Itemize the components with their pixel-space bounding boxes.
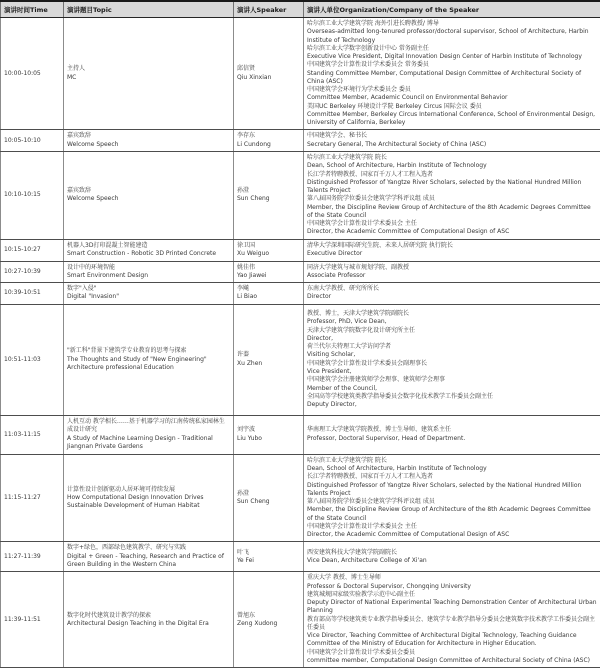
topic-cell	[64, 18, 234, 130]
speaker-cell	[234, 304, 304, 415]
org-line: Director,	[307, 335, 597, 343]
col-header-time: 演讲时间Time	[1, 1, 64, 18]
topic-en: Welcome Speech	[67, 195, 230, 203]
speaker-cell	[234, 572, 304, 668]
topic-cell	[64, 130, 234, 152]
time-cell: 10:05-10:10	[1, 130, 64, 152]
speaker-name-en: Xu Weiguo	[237, 250, 300, 258]
table-row	[1, 415, 600, 454]
speaker-name-zh: 姚佳伟	[237, 264, 300, 272]
col-header-topic: 演讲题目Topic	[64, 1, 234, 18]
org-line: committee member, Computational Design Committee of Architectural Society of China (ASC)	[307, 657, 597, 665]
org-line: 西安建筑科技大学建筑学院副院长	[307, 549, 597, 557]
org-line: 第八届国务院学位委员会建筑学学科评议组 成员	[307, 195, 597, 203]
org-line: Distinguished Professor of Yangtze River Scholars, selected by the National Hundred Million Talents Project	[307, 179, 597, 196]
table-row	[1, 454, 600, 542]
topic-zh: 嘉宾致辞	[67, 132, 230, 140]
org-line: Committee Member, Academic Council on Environmental Behavior	[307, 94, 597, 102]
topic-zh: 人机互动 教学相长……基于机器学习的江南传统私家园林生成设计研究	[67, 418, 230, 435]
org-line: 中国建筑学会环境行为学术委员会 委员	[307, 86, 597, 94]
col-header-speaker: 演讲人Speaker	[234, 1, 304, 18]
speaker-name-zh: 李飚	[237, 285, 300, 293]
table-row	[1, 130, 600, 152]
org-line: Vice Director, Teaching Committee of Architectural Digital Technology, Teaching Guidance Committee of the Ministry of Education for Architecture in Higher Education.	[307, 632, 597, 649]
speaker-name-en: Yao Jiawei	[237, 272, 300, 280]
org-line: Dean, School of Architecture, Harbin Institute of Technology	[307, 162, 597, 170]
speaker-name-zh: 邱信贤	[237, 65, 300, 73]
org-line: Director	[307, 293, 597, 301]
org-line: 全国高等学校建筑类教学指导委员会数字化技术教学工作委员会副主任	[307, 393, 597, 401]
org-line: Associate Professor	[307, 272, 597, 280]
topic-cell	[64, 304, 234, 415]
time-cell: 11:03-11:15	[1, 415, 64, 454]
schedule-body	[1, 18, 600, 668]
topic-en: A Study of Machine Learning Design - Traditional Jiangnan Private Gardens	[67, 435, 230, 452]
org-line: Vice Dean, Architecture College of Xi'an	[307, 557, 597, 565]
org-line: 中国建筑学会、秘书长	[307, 132, 597, 140]
time-cell: 11:39-11:51	[1, 572, 64, 668]
org-cell	[304, 261, 600, 283]
org-line: 教育部高等学校建筑类专业教学指导委员会、建筑学专业教学指导分委员会建筑数字技术教学工作委员会副主任委员	[307, 616, 597, 633]
org-line: 荷兰代尔夫特理工大学访问学者	[307, 343, 597, 351]
org-line: 中国建筑学会计算性设计学术委员会 主任	[307, 220, 597, 228]
topic-zh: "新工科"背景下建筑学专业教育的思考与探索	[67, 347, 230, 355]
org-line: 东南大学教授、研究所所长	[307, 285, 597, 293]
topic-zh: 数字"入侵"	[67, 285, 230, 293]
speaker-name-zh: 叶飞	[237, 549, 300, 557]
org-cell	[304, 130, 600, 152]
table-header-row	[1, 1, 600, 18]
topic-cell	[64, 542, 234, 572]
org-line: 同济大学建筑与城市规划学院、副教授	[307, 264, 597, 272]
org-line: Member, the Discipline Review Group of Architecture of the 8th Academic Degrees Committee of the State Council	[307, 204, 597, 221]
speaker-name-zh: 徐卫国	[237, 242, 300, 250]
time-cell: 11:15-11:27	[1, 454, 64, 542]
time-cell: 10:00-10:05	[1, 18, 64, 130]
org-line: 中国建筑学会计算性设计学术委员会 主任	[307, 523, 597, 531]
org-cell	[304, 542, 600, 572]
org-line: 哈尔滨工业大学建筑学院 海外引进长聘教授/ 博导	[307, 20, 597, 28]
org-line: Visiting Scholar,	[307, 351, 597, 359]
speaker-name-en: Sun Cheng	[237, 498, 300, 506]
speaker-name-en: Li Biao	[237, 293, 300, 301]
time-cell: 11:27-11:39	[1, 542, 64, 572]
table-row	[1, 572, 600, 668]
org-line: 第八届国务院学位委员会建筑学学科评议组 成员	[307, 498, 597, 506]
speaker-name-zh: 许蓁	[237, 351, 300, 359]
org-cell	[304, 572, 600, 668]
org-line: 长江学者特聘教授、国家百千万人才工程入选者	[307, 473, 597, 481]
speaker-cell	[234, 130, 304, 152]
table-row	[1, 283, 600, 305]
topic-cell	[64, 239, 234, 261]
org-cell	[304, 454, 600, 542]
org-line: Executive Vice President, Digital Innovation Design Center of Harbin Institute of Technology	[307, 53, 597, 61]
speaker-name-en: Li Cundong	[237, 141, 300, 149]
time-cell: 10:39-10:51	[1, 283, 64, 305]
topic-zh: 机器人3D打印混凝土智能建造	[67, 242, 230, 250]
org-line: 重庆大学 教授、博士生导师	[307, 574, 597, 582]
org-line: Deputy Director of National Experimental Teaching Demonstration Center of Architectural Urban Planning	[307, 599, 597, 616]
topic-cell	[64, 283, 234, 305]
speaker-name-zh: 李存东	[237, 132, 300, 140]
table-row	[1, 151, 600, 239]
speaker-cell	[234, 415, 304, 454]
col-header-organization: 演讲人单位Organization/Company of the Speaker	[304, 1, 600, 18]
topic-cell	[64, 151, 234, 239]
topic-zh: 数字+绿色，西部绿色建筑教学、研究与实践	[67, 544, 230, 552]
org-line: Professor, PhD, Vice Dean,	[307, 318, 597, 326]
org-line: Overseas-admitted long-tenured professor/doctoral supervisor, School of Architecture, Harbin Institute of Technology	[307, 28, 597, 45]
topic-en: Smart Construction - Robotic 3D Printed Concrete	[67, 250, 230, 258]
org-line: Dean, School of Architecture, Harbin Institute of Technology	[307, 465, 597, 473]
speaker-cell	[234, 542, 304, 572]
topic-en: How Computational Design Innovation Drives Sustainable Development of Human Habitat	[67, 494, 230, 511]
topic-zh: 数字化时代建筑设计教学的探索	[67, 612, 230, 620]
topic-en: The Thoughts and Study of "New Engineering" Architecture professional Education	[67, 356, 230, 373]
topic-zh: 主持人	[67, 65, 230, 73]
time-cell: 10:27-10:39	[1, 261, 64, 283]
speaker-name-en: Zeng Xudong	[237, 620, 300, 628]
org-line: 中国建筑学会计算性设计学术委员会 常务委员	[307, 61, 597, 69]
org-line: 哈尔滨工业大学数字创新设计中心 常务副主任	[307, 45, 597, 53]
org-cell	[304, 283, 600, 305]
speaker-name-zh: 曾旭东	[237, 612, 300, 620]
org-line: 天津大学建筑学院数字化设计研究所主任	[307, 327, 597, 335]
org-line: 长江学者特聘教授、国家百千万人才工程入选者	[307, 171, 597, 179]
time-cell: 10:10-10:15	[1, 151, 64, 239]
time-cell: 10:51-11:03	[1, 304, 64, 415]
speaker-name-zh: 孙澄	[237, 490, 300, 498]
speaker-cell	[234, 283, 304, 305]
speaker-name-en: Liu Yubo	[237, 435, 300, 443]
table-row	[1, 261, 600, 283]
topic-cell	[64, 261, 234, 283]
org-cell	[304, 304, 600, 415]
table-row	[1, 304, 600, 415]
org-line: Standing Committee Member, Computational Design Committee of Architectural Society of China (ASC)	[307, 70, 597, 87]
org-line: 建筑城规国家级实验教学示范中心副主任	[307, 591, 597, 599]
speaker-cell	[234, 151, 304, 239]
org-line: Vice President,	[307, 368, 597, 376]
speaker-name-en: Qiu Xinxian	[237, 74, 300, 82]
speaker-cell	[234, 454, 304, 542]
speaker-cell	[234, 18, 304, 130]
topic-en: Architectural Design Teaching in the Digital Era	[67, 620, 230, 628]
topic-en: Digital "Invasion"	[67, 293, 230, 301]
org-line: 哈尔滨工业大学建筑学院 院长	[307, 154, 597, 162]
org-line: 华南理工大学建筑学院教授、博士生导师、建筑系主任	[307, 426, 597, 434]
org-line: Committee Member, Berkeley Circus International Conference, School of Environmental Design, University of California, Berkeley	[307, 111, 597, 128]
speaker-cell	[234, 239, 304, 261]
org-line: Professor, Doctoral Supervisor, Head of Department.	[307, 435, 597, 443]
org-line: Distinguished Professor of Yangtze River Scholars, selected by the National Hundred Million Talents Project	[307, 482, 597, 499]
speaker-name-en: Sun Cheng	[237, 195, 300, 203]
org-cell	[304, 415, 600, 454]
org-line: 哈尔滨工业大学建筑学院 院长	[307, 457, 597, 465]
table-row	[1, 18, 600, 130]
org-line: 中国建筑学会计算性设计学术委员会委员	[307, 649, 597, 657]
org-line: 教授、博士，天津大学建筑学院副院长	[307, 310, 597, 318]
org-line: 清华大学深圳国际研究生院、未来人居研究院 执行院长	[307, 242, 597, 250]
topic-cell	[64, 572, 234, 668]
org-line: Member, the Discipline Review Group of Architecture of the 8th Academic Degrees Committee of the State Council	[307, 506, 597, 523]
speaker-name-zh: 孙澄	[237, 187, 300, 195]
topic-zh: 设计中的环境智能	[67, 264, 230, 272]
org-cell	[304, 18, 600, 130]
table-row	[1, 239, 600, 261]
table-row	[1, 542, 600, 572]
org-line: Member of the Council,	[307, 385, 597, 393]
speaker-cell	[234, 261, 304, 283]
topic-cell	[64, 454, 234, 542]
org-line: Secretary General, The Architectural Society of China (ASC)	[307, 141, 597, 149]
topic-en: Welcome Speech	[67, 141, 230, 149]
org-line: Executive Director	[307, 250, 597, 258]
speaker-name-zh: 刘宇波	[237, 426, 300, 434]
topic-zh: 嘉宾致辞	[67, 187, 230, 195]
topic-en: MC	[67, 74, 230, 82]
topic-en: Smart Environment Design	[67, 272, 230, 280]
org-line: Director, the Academic Committee of Computational Design of ASC	[307, 228, 597, 236]
topic-cell	[64, 415, 234, 454]
speaker-name-en: Ye Fei	[237, 557, 300, 565]
org-line: 中国建筑学会计算性设计学术委员会副理事长	[307, 360, 597, 368]
org-cell	[304, 151, 600, 239]
speaker-name-en: Xu Zhen	[237, 360, 300, 368]
org-line: 中国建筑学会注册建筑师学会理事、建筑师学会理事	[307, 376, 597, 384]
org-line: Professor & Doctoral Supervisor, Chongqing University	[307, 583, 597, 591]
org-line: Deputy Director,	[307, 401, 597, 409]
org-line: 美国UC Berkeley 环境设计学院 Berkeley Circus 国际会议 委员	[307, 103, 597, 111]
org-line: Director, the Academic Committee of Computational Design of ASC	[307, 531, 597, 539]
time-cell: 10:15-10:27	[1, 239, 64, 261]
org-cell	[304, 239, 600, 261]
topic-en: Digital + Green - Teaching, Research and Practice of Green Building in the Western China	[67, 553, 230, 570]
topic-zh: 计算性设计创新驱动人居环境可持续发展	[67, 486, 230, 494]
